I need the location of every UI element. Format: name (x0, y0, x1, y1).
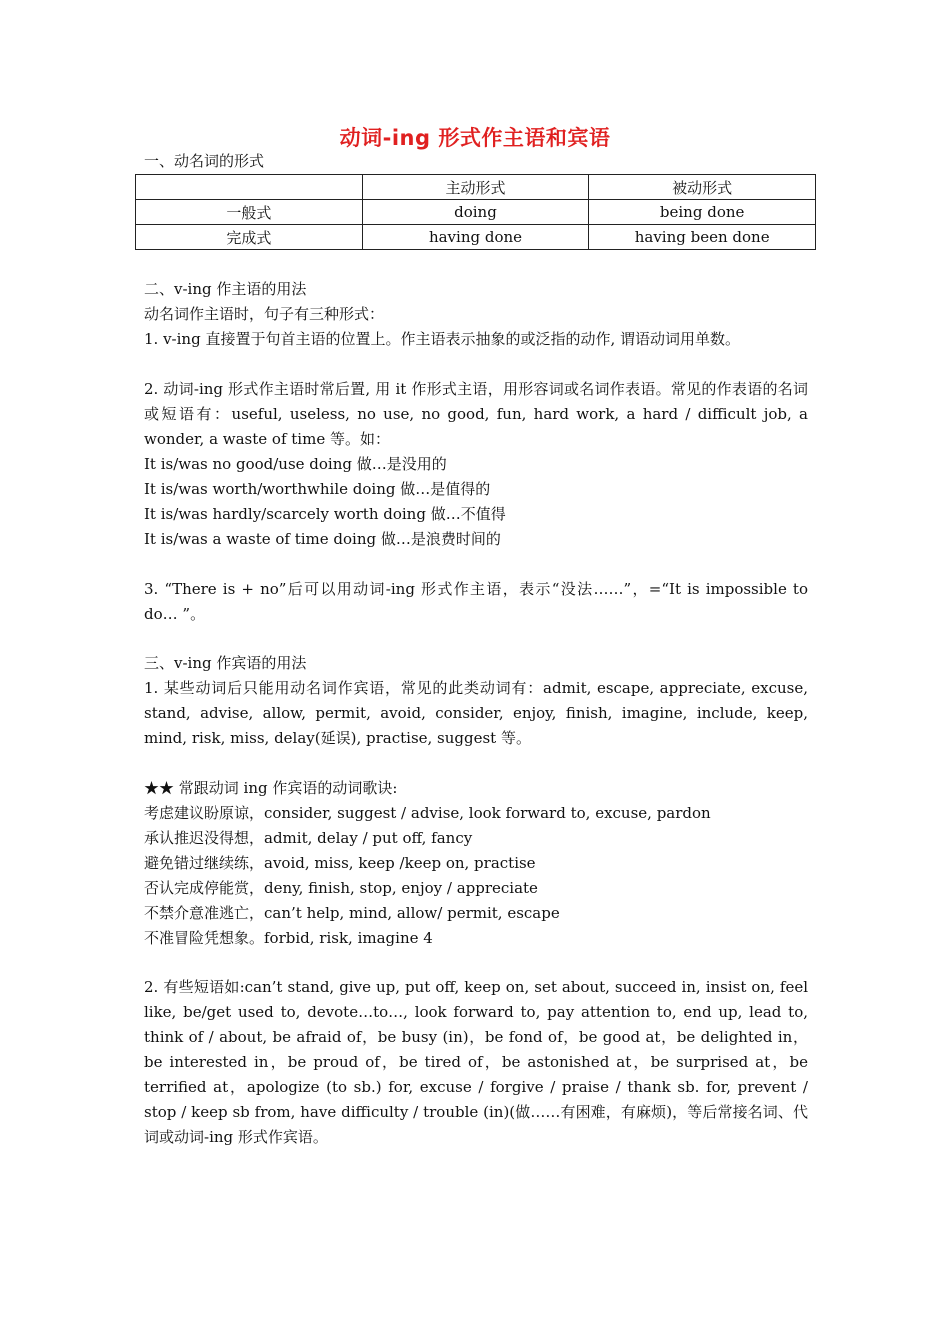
rhyme-line: 避免错过继续练，avoid, miss, keep /keep on, practise (144, 854, 536, 872)
section2-point-1: 1. v-ing 直接置于句首主语的位置上。作主语表示抽象的或泛指的动作, 谓语动词用单数。 (144, 330, 740, 348)
section2-heading: 二、v-ing 作主语的用法 (144, 280, 307, 298)
rhyme-line: 承认推迟没得想，admit, delay / put off, fancy (144, 829, 473, 847)
table-row (136, 225, 816, 250)
table-cell: 一般式 (136, 200, 363, 225)
document-title: 动词-ing 形式作主语和宾语 (339, 126, 611, 150)
table-cell: doing (362, 200, 589, 225)
table-cell: having done (362, 225, 589, 250)
section2-point-2: 2. 动词-ing 形式作主语时常后置, 用 it 作形式主语，用形容词或名词作表语。常见的作表语的名词或短语有：useful, useless, no use, no good, fun, hard work, a hard / difficult job, a wonder, a waste of time 等。如： (144, 380, 808, 448)
section3-point-2: 2. 有些短语如:can’t stand, give up, put off, keep on, set about, succeed in, insist on, feel like, be/get used to, devote…to…, look forward to, pay attention to, end up, lead to, think of / about, be afraid of，be busy (in)，be fond of，be good at，be delighted in，be interested in，be proud of，be tired of，be astonished at，be surprised at，be terrified at，apologize (to sb.) for, excuse / forgive / praise / thank sb. for, prevent / stop / keep sb from, have difficulty / trouble (in)(做……有困难，有麻烦)，等后常接名词、代词或动词-ing 形式作宾语。 (144, 978, 808, 1146)
rhyme-line: 不准冒险凭想象。forbid, risk, imagine 4 (144, 929, 433, 947)
rhyme-line: 不禁介意准逃亡，can’t help, mind, allow/ permit, escape (144, 904, 560, 922)
example-line: It is/was a waste of time doing 做…是浪费时间的 (144, 530, 501, 548)
section2-intro: 动名词作主语时，句子有三种形式： (144, 305, 385, 323)
table-header-row (136, 175, 816, 200)
section3-heading: 三、v-ing 作宾语的用法 (144, 654, 307, 672)
table-row (136, 200, 816, 225)
example-line: It is/was no good/use doing 做…是没用的 (144, 455, 447, 473)
table-cell: being done (589, 200, 816, 225)
section1-heading: 一、动名词的形式 (144, 152, 265, 170)
section3-point-1: 1. 某些动词后只能用动名词作宾语，常见的此类动词有：admit, escape, appreciate, excuse, stand, advise, allow, permit, avoid, consider, enjoy, finish, imagine, include, keep, mind, risk, miss, delay(延误), practise, suggest 等。 (144, 679, 808, 747)
gerund-forms-table (135, 174, 816, 250)
rhyme-heading: ★★ 常跟动词 ing 作宾语的动词歌诀: (144, 779, 398, 797)
example-line: It is/was worth/worthwhile doing 做…是值得的 (144, 480, 491, 498)
table-header-cell: 被动形式 (589, 175, 816, 200)
rhyme-line: 考虑建议盼原谅，consider, suggest / advise, look forward to, excuse, pardon (144, 804, 711, 822)
table-header-cell: 主动形式 (362, 175, 589, 200)
rhyme-line: 否认完成停能赏，deny, finish, stop, enjoy / appreciate (144, 879, 538, 897)
example-line: It is/was hardly/scarcely worth doing 做…不值得 (144, 505, 506, 523)
section2-point-3: 3. “There is + no”后可以用动词-ing 形式作主语，表示“没法……”，=“It is impossible to do… ”。 (144, 580, 808, 623)
table-cell: having been done (589, 225, 816, 250)
table-header-cell (136, 175, 363, 200)
table-cell: 完成式 (136, 225, 363, 250)
